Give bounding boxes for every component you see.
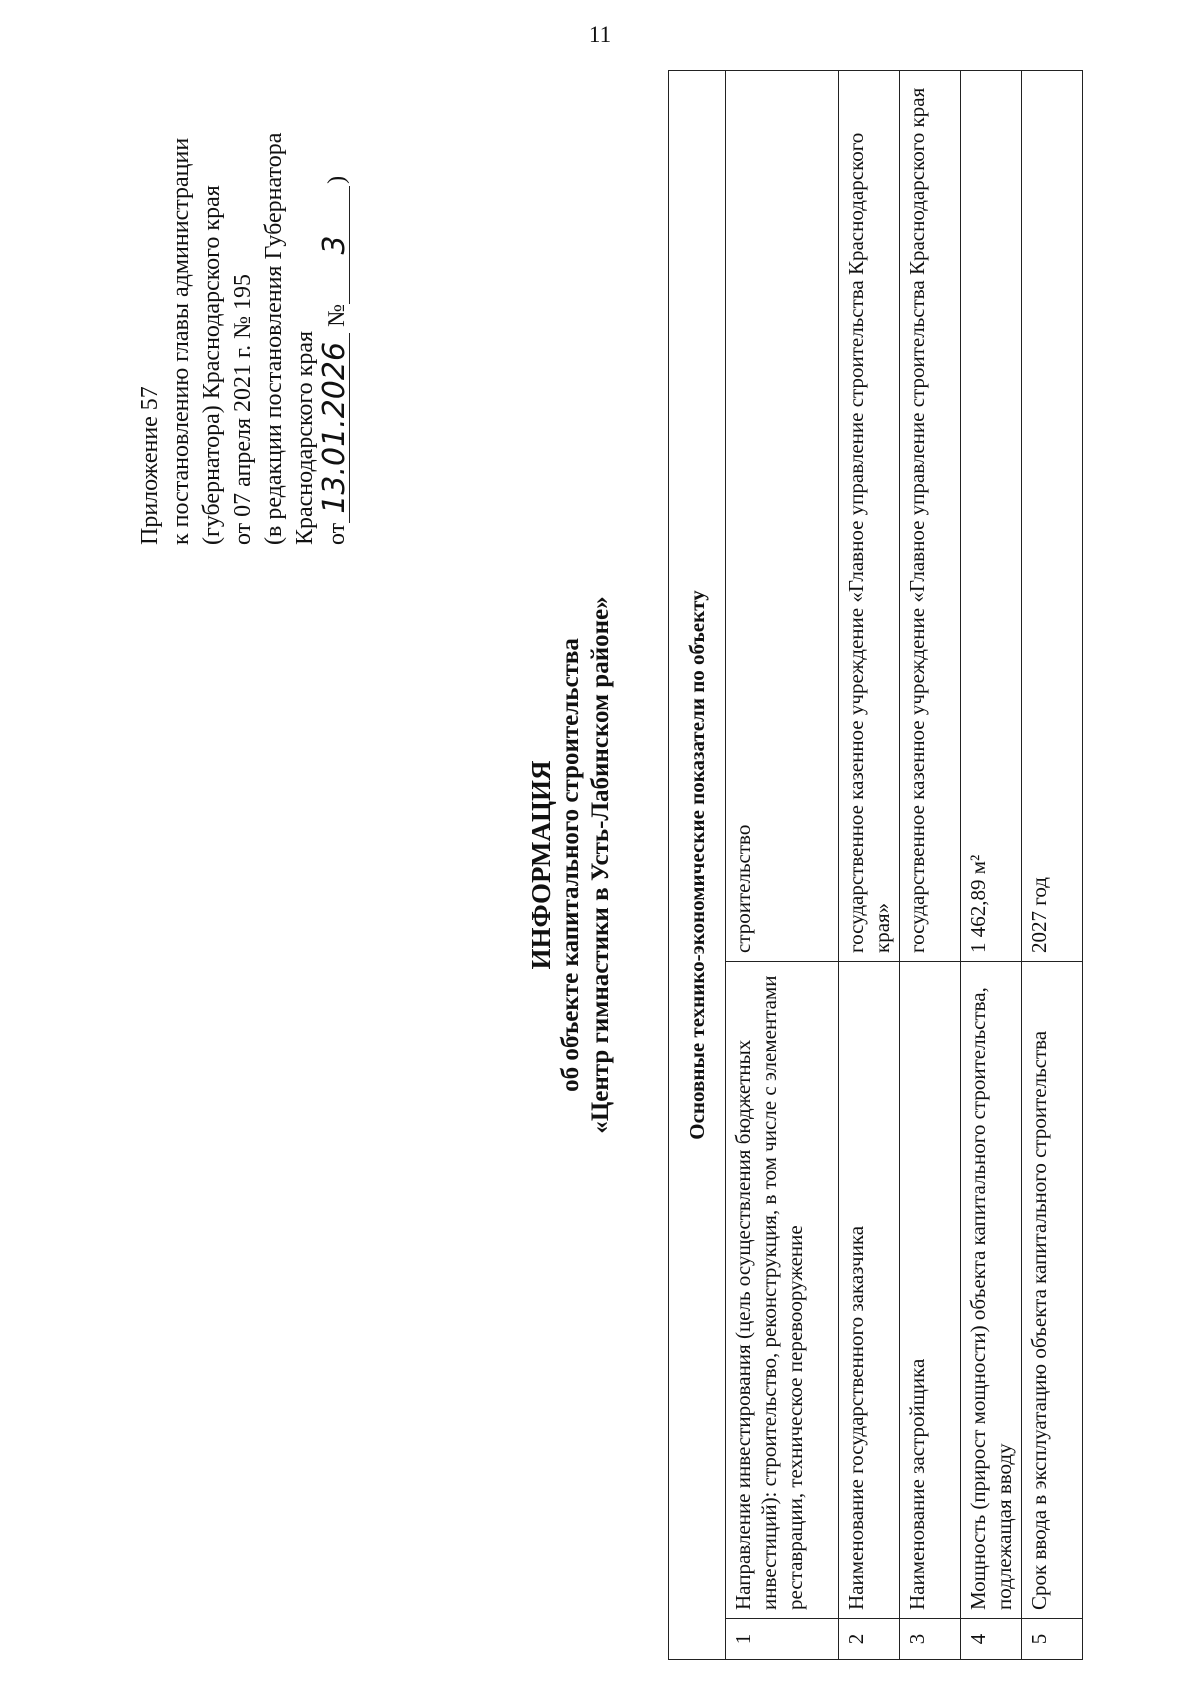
table-row: [726, 71, 839, 1660]
table-header-row: [669, 71, 726, 1660]
object-name: «Центр гимнастики в Усть-Лабинском районе»: [587, 596, 614, 1134]
indicators-table: [668, 70, 1083, 1660]
handwritten-number: 3: [321, 186, 350, 304]
approval-stamp-block: [135, 75, 353, 545]
indicator-value: 2027 год: [1022, 71, 1083, 962]
table-row: [961, 71, 1022, 1660]
indicator-name: Наименование государственного заказчика: [839, 962, 900, 1619]
row-number: 5: [1022, 1619, 1083, 1660]
indicator-value: государственное казенное учреждение «Главное управление строительства Краснодарского края»: [839, 71, 900, 962]
table-header: Основные технико-экономические показатели по объекту: [669, 71, 726, 1660]
approval-line-6: Краснодарского края: [292, 330, 318, 545]
indicator-value: строительство: [726, 71, 839, 962]
row-number: 4: [961, 1619, 1022, 1660]
indicator-value: 1 462,89 м²: [961, 71, 1022, 962]
number-prefix: №: [324, 303, 350, 327]
indicator-name: Срок ввода в эксплуатацию объекта капитального строительства: [1022, 962, 1083, 1619]
indicator-value: государственное казенное учреждение «Главное управление строительства Краснодарского края: [900, 71, 961, 962]
table-row: [839, 71, 900, 1660]
page-number: 11: [588, 22, 612, 47]
table-row: [900, 71, 961, 1660]
date-prefix: от: [324, 522, 350, 545]
document-subtitle: об объекте капитального строительства: [557, 638, 584, 1092]
approval-line-3: (губернатора) Краснодарского края: [199, 185, 225, 545]
rotated-document-sheet: [135, 70, 1200, 1660]
document-title: ИНФОРМАЦИЯ: [526, 760, 556, 970]
row-number: 1: [726, 1619, 839, 1660]
indicator-name: Направление инвестирования (цель осуществления бюджетных инвестиций): строительство, реконструкция, в том числе с элементами реставрации, техническое перевооружение: [726, 962, 839, 1619]
approval-line-1: Приложение 57: [137, 386, 163, 545]
indicator-name: Мощность (прирост мощности) объекта капитального строительства, подлежащая вводу: [961, 962, 1022, 1619]
document-title-block: [526, 70, 616, 1660]
handwritten-date: 13.01.2026: [321, 333, 350, 523]
table-row: [1022, 71, 1083, 1660]
closing-paren: ): [324, 175, 350, 184]
approval-line-5: (в редакции постановления Губернатора: [261, 132, 287, 545]
indicator-name: Наименование застройщика: [900, 962, 961, 1619]
row-number: 2: [839, 1619, 900, 1660]
approval-line-2: к постановлению главы администрации: [168, 137, 194, 545]
row-number: 3: [900, 1619, 961, 1660]
approval-date-line: [317, 75, 353, 545]
approval-line-4: от 07 апреля 2021 г. № 195: [230, 273, 256, 545]
